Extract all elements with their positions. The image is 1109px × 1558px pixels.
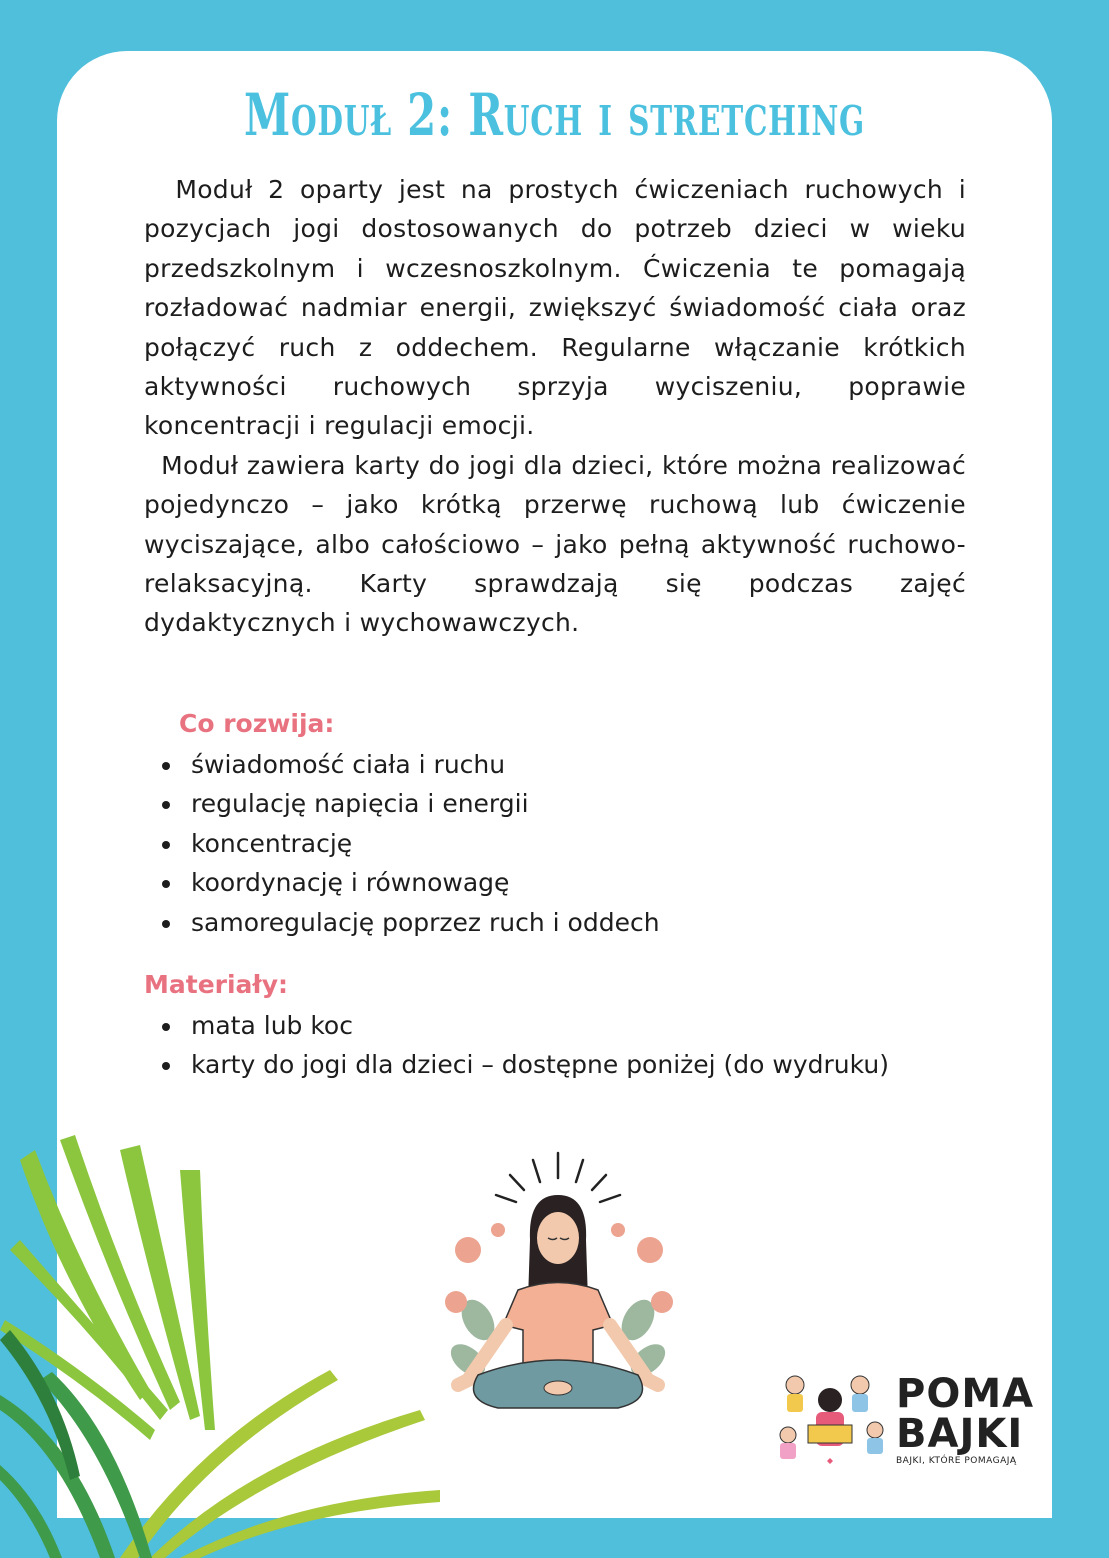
intro-paragraph-1: Moduł 2 oparty jest na prostych ćwiczeniach ruchowych i pozycjach jogi dostosowanych do potrzeb dzieci w wieku przedszkolnym i wczesnoszkolnym. Ćwiczenia te pomagają rozładować nadmiar energii, zwiększyć świadomość ciała oraz połączyć ruch z oddechem. Regularne włączanie krótkich aktywności ruchowych sprzyja wyciszeniu, poprawie koncentracji i regulacji emocji. bbox=[144, 175, 966, 441]
intro-text bbox=[144, 170, 966, 643]
materials-heading: Materiały: bbox=[144, 970, 288, 999]
palm-leaves-icon bbox=[0, 1080, 440, 1558]
list-item: regulację napięcia i energii bbox=[144, 784, 966, 823]
list-item: karty do jogi dla dzieci – dostępne poniżej (do wydruku) bbox=[144, 1045, 966, 1084]
list-item: koncentrację bbox=[144, 824, 966, 863]
list-item: koordynację i równowagę bbox=[144, 863, 966, 902]
develops-list bbox=[144, 745, 966, 942]
materials-list bbox=[144, 1006, 966, 1085]
intro-paragraph-2: Moduł zawiera karty do jogi dla dzieci, które można realizować pojedynczo – jako krótką przerwę ruchową lub ćwiczenie wyciszające, albo całościowo – jako pełną aktywność ruchowo-relaksacyjną. Karty sprawdzają się podczas zajęć dydaktycznych i wychowawczych. bbox=[144, 450, 966, 638]
logo-wordmark bbox=[896, 1371, 1035, 1457]
page-title: Moduł 2: Ruch i stretching bbox=[244, 81, 865, 149]
logo-tagline: BAJKI, KTÓRE POMAGAJĄ bbox=[896, 1456, 1017, 1466]
logo-line-2: BAJKI bbox=[896, 1411, 1024, 1457]
list-item: samoregulację poprzez ruch i oddech bbox=[144, 903, 966, 942]
list-item: świadomość ciała i ruchu bbox=[144, 745, 966, 784]
logo-line-1: POMA bbox=[896, 1371, 1035, 1417]
develops-heading: Co rozwija: bbox=[179, 709, 335, 738]
meditating-girl-illustration bbox=[438, 1150, 678, 1420]
list-item: mata lub koc bbox=[144, 1006, 966, 1045]
pomabajki-logo-icon bbox=[770, 1370, 895, 1470]
